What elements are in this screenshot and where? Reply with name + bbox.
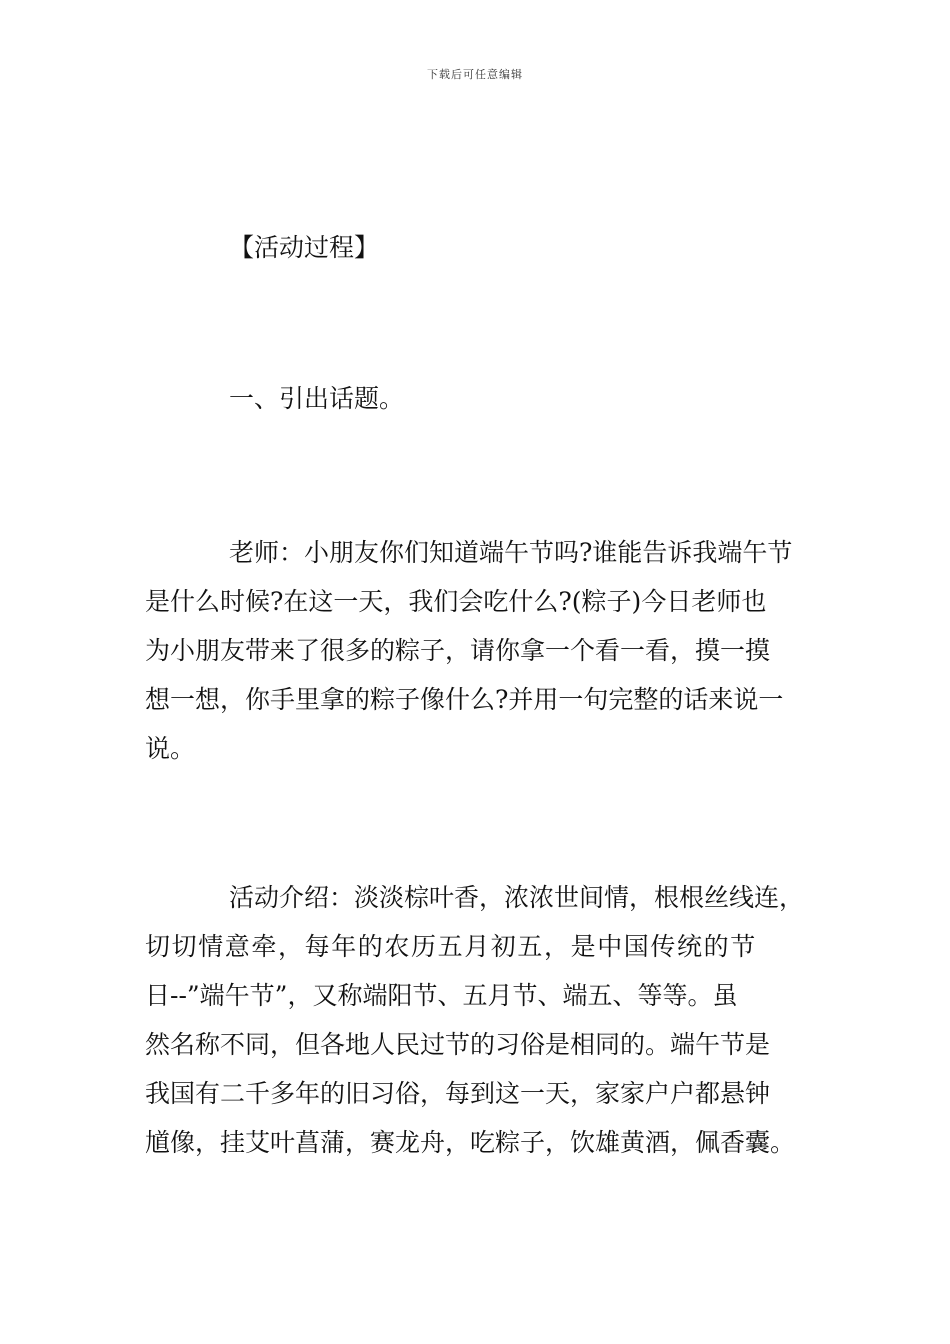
page-header-note: 下载后可任意编辑 [427,68,523,81]
paragraph-line: 我国有二千多年的旧习俗，每到这一天，家家户户都悬钟 [145,1079,771,1108]
section-heading: 【活动过程】 [229,233,380,262]
paragraph-line: 想一想，你手里拿的粽子像什么?并用一句完整的话来说一 [145,685,784,714]
subsection-heading: 一、引出话题。 [229,384,405,413]
paragraph-line: 是什么时候?在这一天，我们会吃什么?(粽子)今日老师也 [145,587,767,616]
paragraph-line: 切切情意牵，每年的农历五月初五，是中国传统的节 [145,932,757,961]
paragraph-line: 日--”端午节”，又称端阳节、五月节、端五、等等。虽 [145,981,738,1010]
paragraph-line: 活动介绍：淡淡棕叶香，浓浓世间情，根根丝线连， [229,883,805,912]
paragraph-line: 老师：小朋友你们知道端午节吗?谁能告诉我端午节 [229,538,793,567]
paragraph-teacher-dialogue [145,528,792,773]
paragraph-line: 然名称不同，但各地人民过节的习俗是相同的。端午节是 [145,1030,771,1059]
paragraph-activity-intro [145,873,804,1167]
paragraph-line: 说。 [145,734,196,763]
paragraph-line: 为小朋友带来了很多的粽子，请你拿一个看一看，摸一摸 [145,636,771,665]
paragraph-line: 馗像，挂艾叶菖蒲，赛龙舟，吃粽子，饮雄黄酒，佩香囊。 [145,1128,796,1157]
